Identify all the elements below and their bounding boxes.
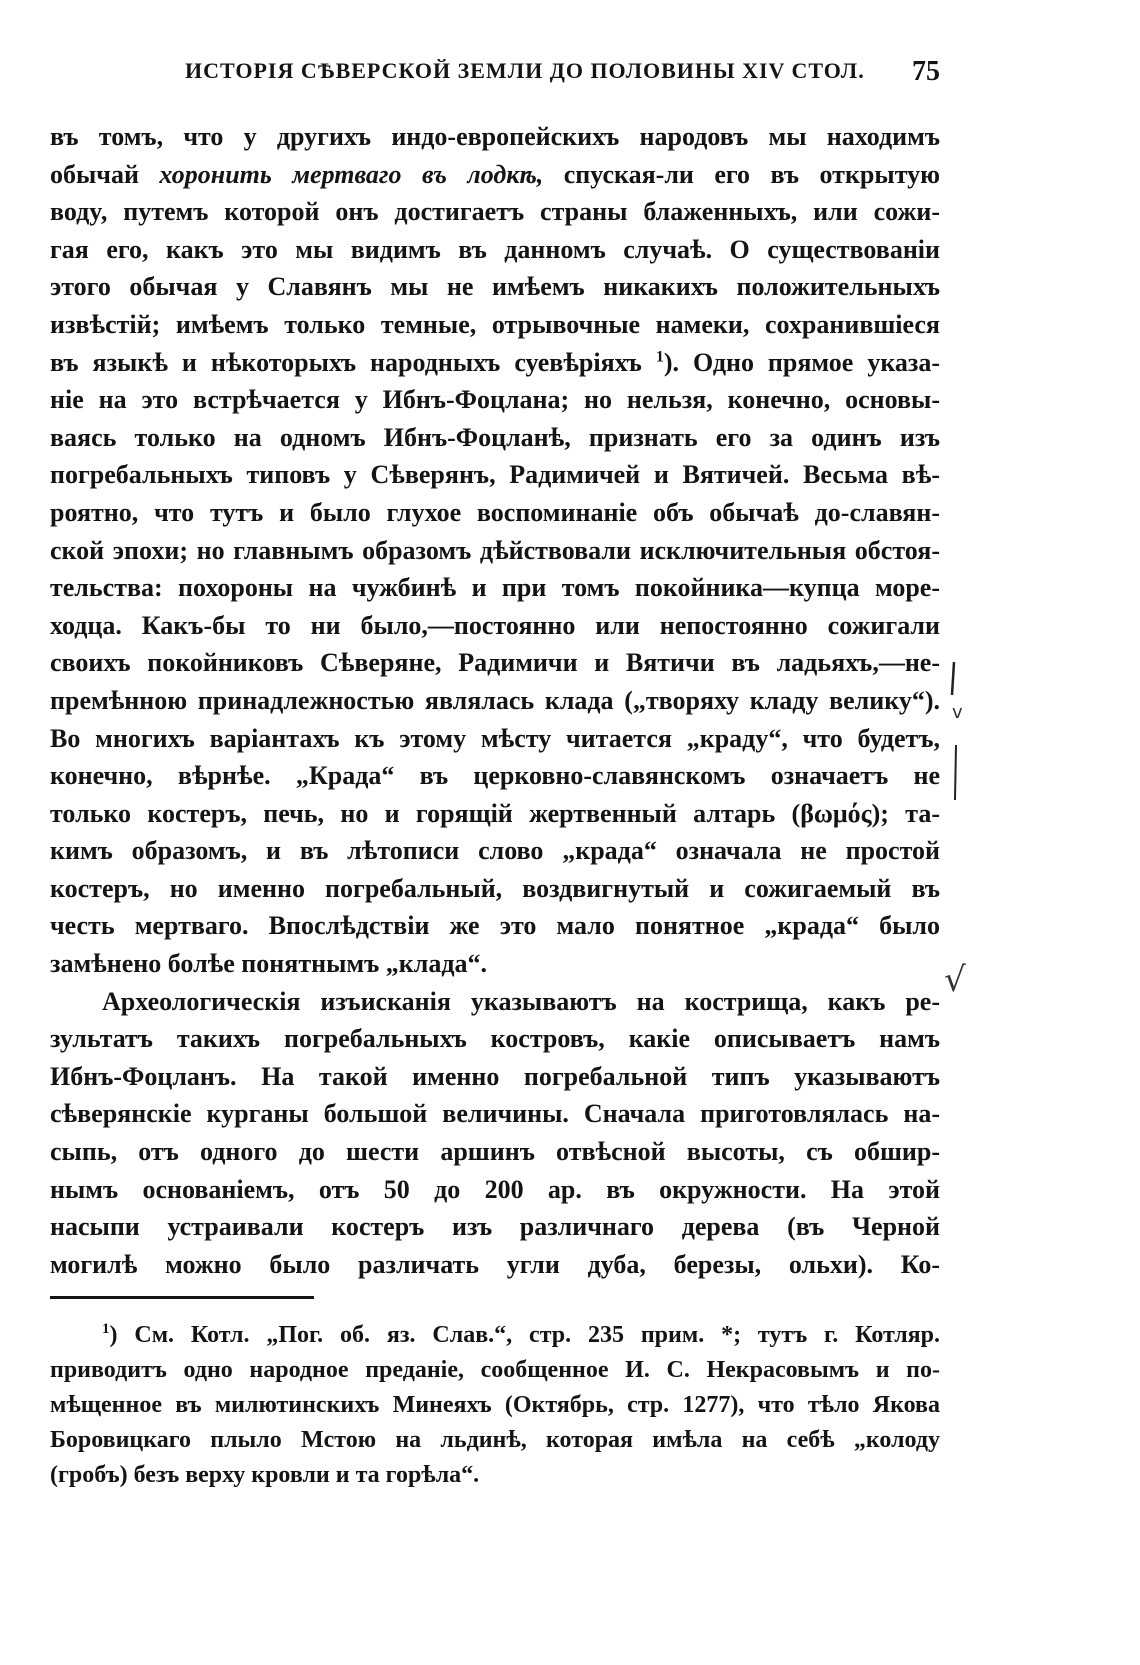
footnotes — [50, 1318, 940, 1493]
text-line: гая его, какъ это мы видимъ въ данномъ случаѣ. О существованіи — [50, 234, 940, 264]
footnote-rule — [50, 1296, 314, 1299]
text-line: замѣнено болѣе понятнымъ „клада“. — [50, 949, 487, 979]
text-line: въ томъ, что у другихъ индо-европейскихъ народовъ мы находимъ — [50, 122, 940, 151]
text-line: могилѣ можно было различать угли дуба, березы, ольхи). Ко- — [50, 1249, 940, 1279]
text-line: погребальныхъ типовъ у Сѣверянъ, Радимичей и Вятичей. Весьма вѣ- — [50, 460, 940, 490]
text-line: своихъ покойниковъ Сѣверяне, Радимичи и Вятичи въ ладьяхъ,—не- — [50, 648, 940, 678]
main-text — [50, 118, 940, 1283]
margin-check-mark: √ — [944, 960, 966, 1000]
footnote-marker: 1 — [102, 1321, 110, 1337]
text-line: извѣстій; имѣемъ только темные, отрывочные намеки, сохранившіеся — [50, 309, 940, 339]
text-line: честь мертваго. Впослѣдствіи же это мало понятное „крада“ было — [50, 911, 940, 941]
footnote-line: Боровицкаго плыло Мстою на льдинѣ, которая имѣла на себѣ „колоду — [50, 1427, 940, 1453]
text-line: сыпь, отъ одного до шести аршинъ отвѣсной высоты, съ обшир- — [50, 1137, 940, 1167]
text-line: тельства: похороны на чужбинѣ и при томъ покойника—купца море- — [50, 573, 940, 603]
text-line: зультатъ такихъ погребальныхъ костровъ, какіе описываетъ намъ — [50, 1024, 940, 1054]
text-line: ходца. Какъ-бы то ни было,—постоянно или непостоянно сожигали — [50, 610, 940, 640]
text-line: водy, путемъ которой онъ достигаетъ страны блаженныхъ, или сожи- — [50, 197, 940, 227]
running-header — [50, 56, 940, 96]
text-line: кимъ образомъ, и въ лѣтописи слово „крада“ означала не простой — [50, 836, 940, 866]
text-line: Во многихъ варіантахъ къ этому мѣсту читается „краду“, что будетъ, — [50, 723, 940, 753]
text-line: премѣнною принадлежностью являлась клада („творяху кладу велику“). — [50, 685, 940, 715]
running-title: ИСТОРІЯ СѢВЕРСКОЙ ЗЕМЛИ ДО ПОЛОВИНЫ XIV СТОЛ. — [185, 58, 865, 83]
footnote-line: мѣщенное въ милютинскихъ Минеяхъ (Октябрь, стр. 1277), что тѣло Якова — [50, 1392, 940, 1418]
footnote-line: $^1$) См. Котл. „Пог. об. яз. Слав.“, стр. 235 прим. *; тутъ г. Котляр. — [102, 1321, 940, 1348]
footnote-line: приводитъ одно народное преданіе, сообщенное И. С. Некрасовымъ и по- — [50, 1357, 940, 1383]
page-number: 75 — [912, 56, 940, 87]
text-line: костеръ, но именно погребальный, воздвигнутый и сожигаемый въ — [50, 873, 940, 903]
text-line: нымъ основаніемъ, отъ 50 до 200 ар. въ окружности. На этой — [50, 1174, 940, 1204]
text-line: ваясь только на одномъ Ибнъ-Фоцланѣ, признать его за одинъ изъ — [50, 422, 940, 452]
footnote-line: (гробъ) безъ верху кровли и та горѣла“. — [50, 1462, 480, 1488]
text-line: этого обычая у Славянъ мы не имѣемъ никакихъ положительныхъ — [50, 272, 940, 302]
text-line: обычай хоронить мертваго въ лодкѣ, спуская-ли его въ открытую — [50, 159, 940, 189]
text-line: Археологическія изъисканія указываютъ на кострища, какъ ре- — [102, 986, 940, 1016]
text-line: ніе на это встрѣчается у Ибнъ-Фоцлана; но нельзя, конечно, основы- — [50, 385, 940, 415]
text-line: въ языкѣ и нѣкоторыхъ народныхъ суевѣріяхъ $^1$). Одно прямое указа- — [50, 347, 940, 377]
footnote-ref: 1 — [655, 347, 664, 365]
text-line: насыпи устраивали костеръ изъ различнаго дерева (въ Черной — [50, 1212, 940, 1242]
text-line: сѣверянскіе курганы большой величины. Сначала приготовлялась на- — [50, 1099, 940, 1129]
text-line: Ибнъ-Фоцланъ. На такой именно погребальной типъ указываютъ — [50, 1061, 940, 1091]
text-line: ской эпохи; но главнымъ образомъ дѣйствовали исключительныя обстоя- — [50, 535, 940, 565]
margin-v-mark: v — [952, 702, 963, 723]
text-line: только костеръ, печь, но и горящій жертвенный алтарь (βωμός); та- — [50, 798, 940, 828]
text-line: роятно, что тутъ и было глухое воспоминаніе объ обычаѣ до-славян- — [50, 497, 940, 527]
italic-phrase: хоронить мертваго въ лодкѣ, — [159, 159, 544, 189]
margin-bracket-mark — [944, 660, 964, 810]
text-line: конечно, вѣрнѣе. „Крада“ въ церковно-славянскомъ означаетъ не — [50, 761, 940, 791]
